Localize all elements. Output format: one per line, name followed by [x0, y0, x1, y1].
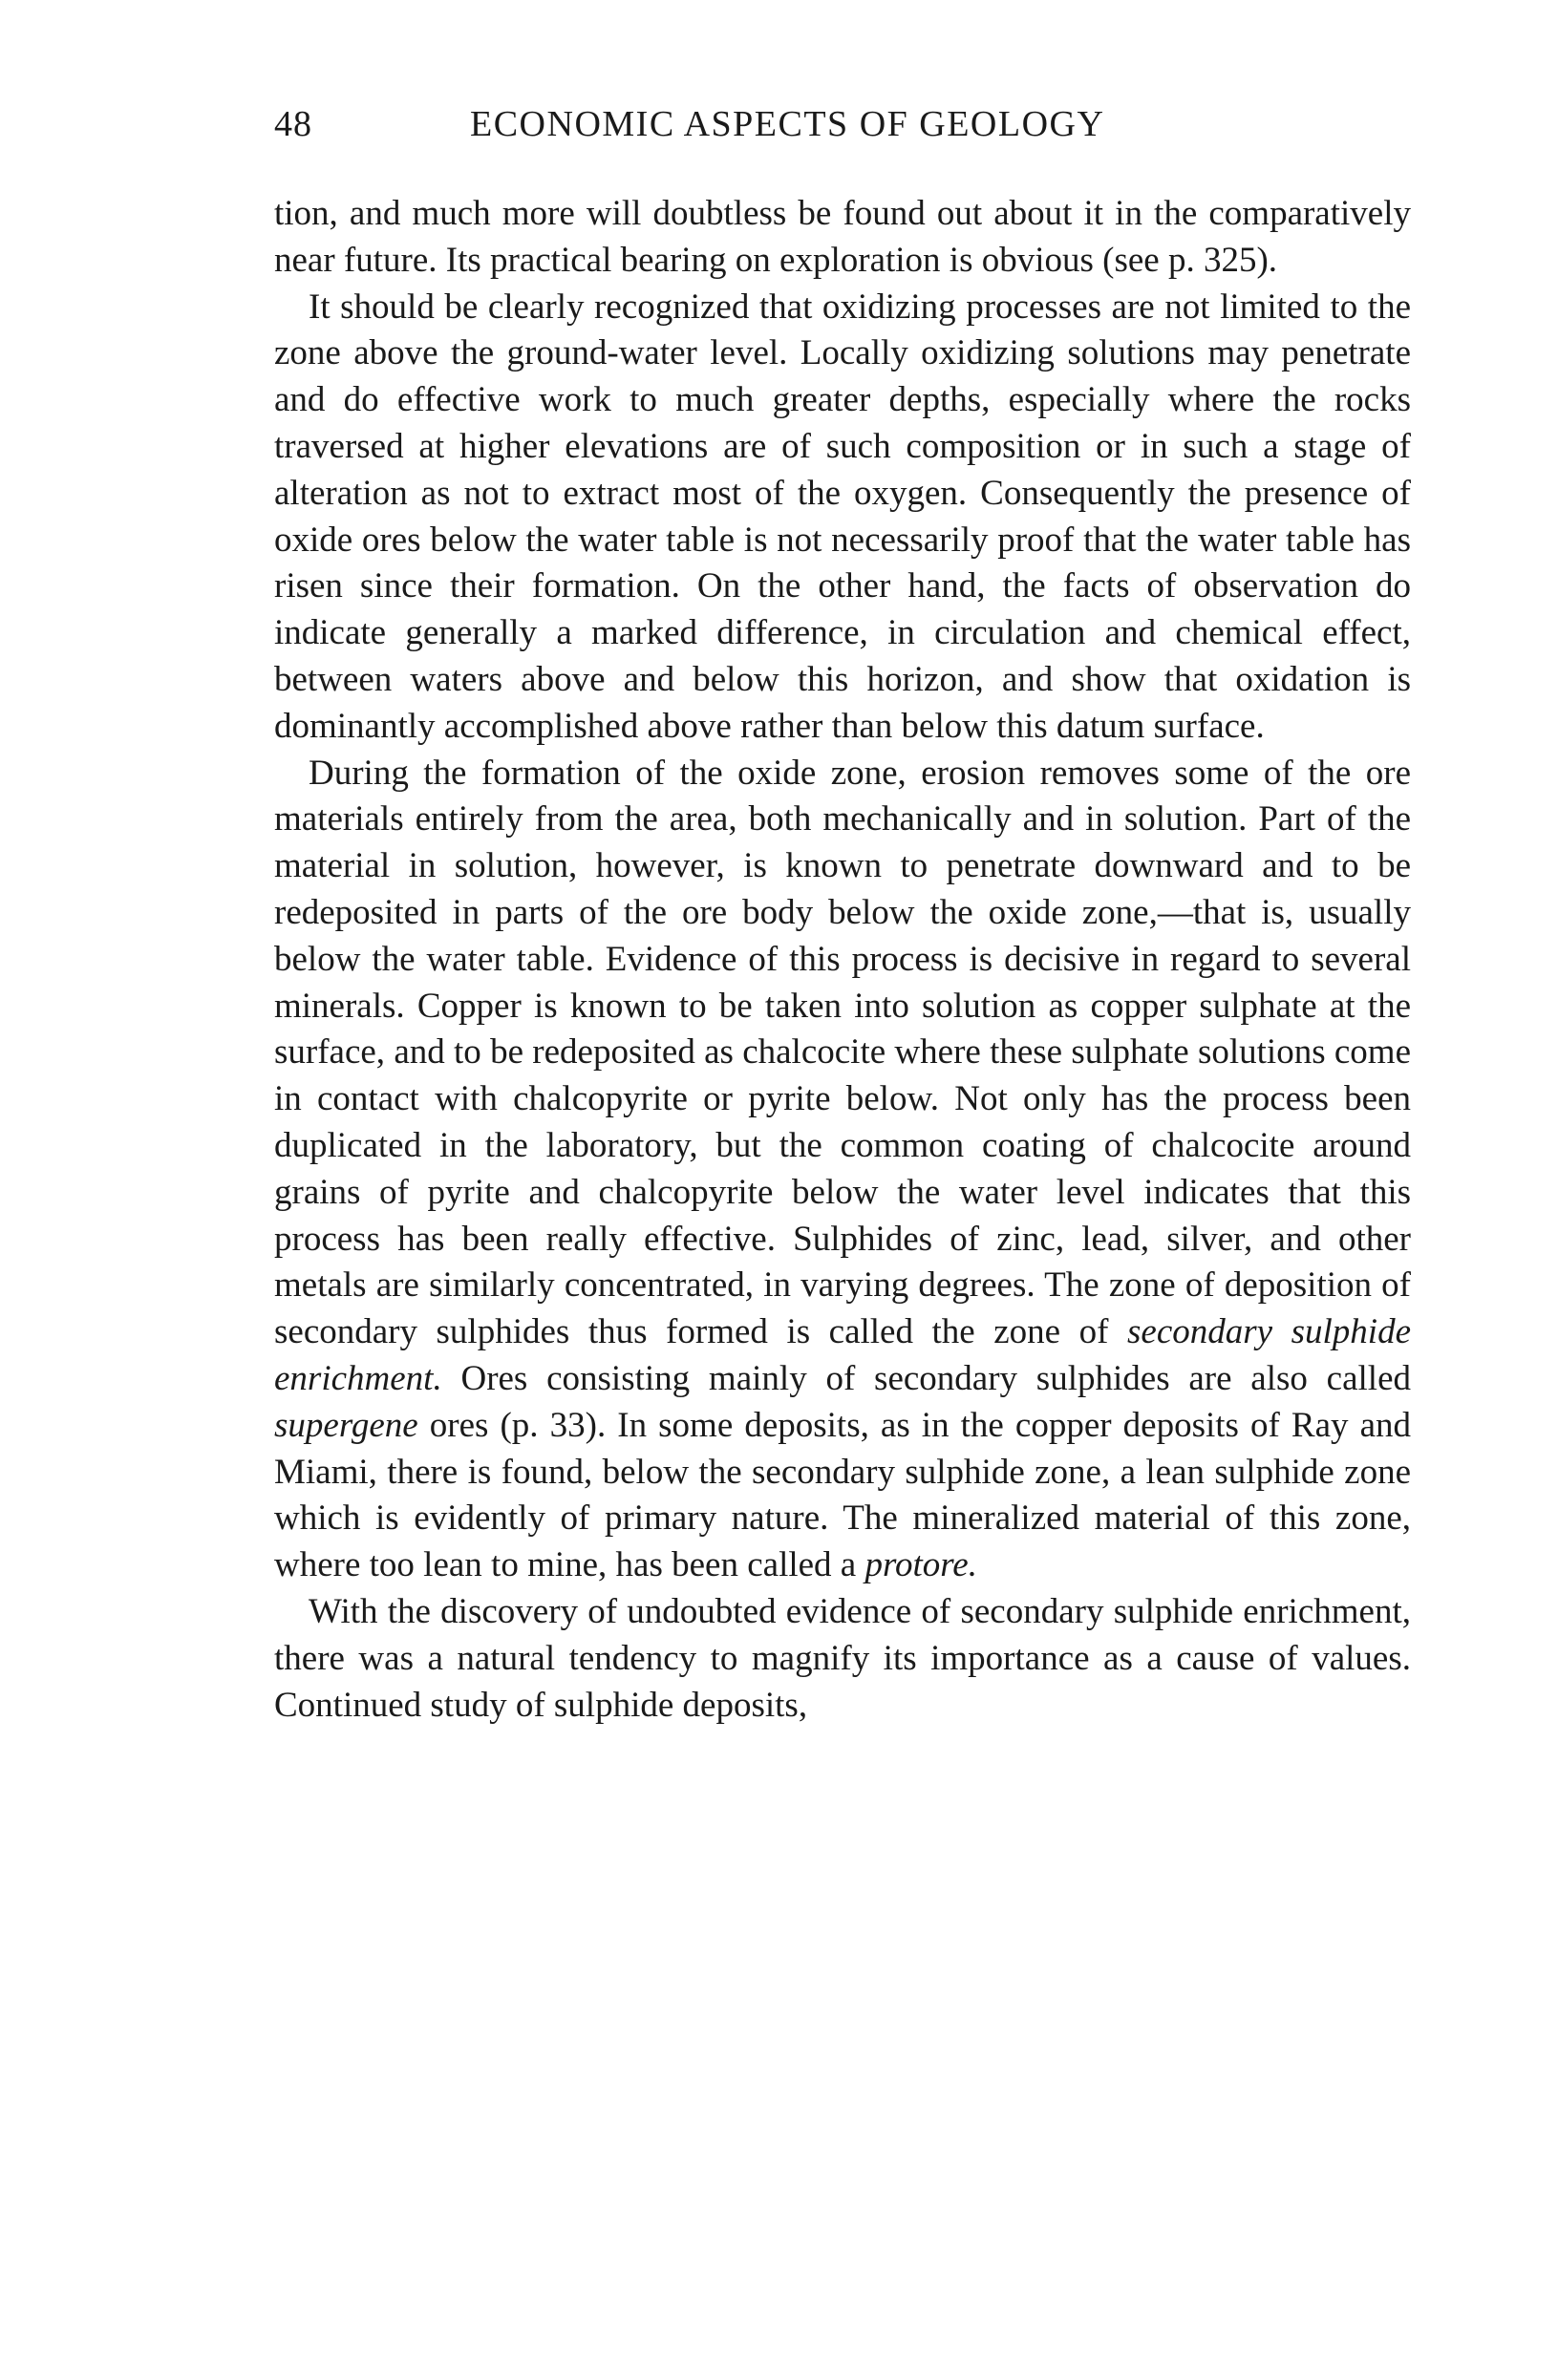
body-text: [274, 191, 1411, 1729]
paragraph: [274, 1589, 1411, 1729]
text-run: Ores consisting mainly of secondary sulphides are also called: [441, 1358, 1411, 1398]
italic-term: secondary sulphide enrichment.: [274, 1312, 1411, 1398]
text-run: During the formation of the oxide zone, erosion removes some of the ore materials entirely from the area, both mechanically and in solution. Part of the material in solution, however, is known to penetrate downward and to be redeposited in parts of the ore body below the oxide zone,—that is, usually below the water table. Evidence of this process is decisive in regard to several minerals. Copper is known to be taken into solution as copper sulphate at the surface, and to be redeposited as chalcocite where these sulphate solutions come in contact with chalcopyrite or pyrite below. Not only has the process been duplicated in the laboratory, but the common coating of chalcocite around grains of pyrite and chalcopyrite below the water level indicates that this process has been really effective. Sulphides of zinc, lead, silver, and other metals are similarly concentrated, in varying degrees. The zone of deposition of secondary sulphides thus formed is called the zone of: [274, 753, 1411, 1352]
paragraph: [274, 751, 1411, 1589]
page-number: 48: [274, 104, 312, 144]
text-run: tion, and much more will doubtless be found out about it in the comparatively near future. Its practical bearing on exploration is obvious (see p. 325).: [274, 194, 1411, 280]
page-header: [274, 103, 1411, 160]
paragraph: [274, 285, 1411, 751]
text-run: It should be clearly recognized that oxidizing processes are not limited to the zone above the ground-water level. Locally oxidizing solutions may penetrate and do effective work to much greater depths, especially where the rocks traversed at higher elevations are of such composition or in such a stage of alteration as not to extract most of the oxygen. Consequently the presence of oxide ores below the water table is not necessarily proof that the water table has risen since their formation. On the other hand, the facts of observation do indicate generally a marked difference, in circulation and chemical effect, between waters above and below this horizon, and show that oxidation is dominantly accomplished above rather than below this datum surface.: [274, 287, 1411, 746]
italic-term: supergene: [274, 1405, 418, 1445]
italic-term: protore.: [864, 1545, 977, 1585]
text-run: ores (p. 33). In some deposits, as in the copper deposits of Ray and Miami, there is found, below the secondary sulphide zone, a lean sulphide zone which is evidently of primary nature. The mineralized material of this zone, where too lean to mine, has been called a: [274, 1405, 1411, 1585]
paragraph: [274, 191, 1411, 285]
running-head: ECONOMIC ASPECTS OF GEOLOGY: [470, 104, 1105, 144]
text-run: With the discovery of undoubted evidence of secondary sulphide enrichment, there was a natural tendency to magnify its importance as a cause of values. Continued study of sulphide deposits,: [274, 1591, 1411, 1725]
